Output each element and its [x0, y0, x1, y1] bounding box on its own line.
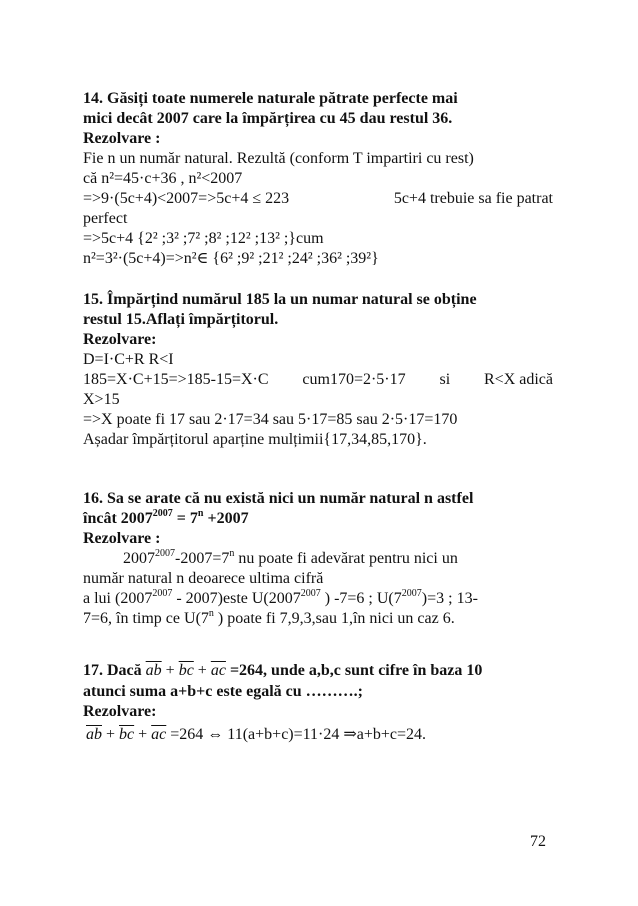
problem-17-heading: Rezolvare: — [83, 703, 157, 720]
problem-17-title-line-1 — [83, 658, 553, 682]
problem-16-title-line-1: 16. Sa se arate că nu există nici un număr natural n astfel — [83, 490, 474, 507]
problem-14-line-4: perfect — [83, 210, 128, 227]
problem-14-line-2: că n²=45·c+36 , n²<2007 — [83, 170, 243, 187]
problem-16-line-3a: a lui (2007 — [83, 590, 153, 607]
problem-14-line-5: =>5c+4 {2² ;3² ;7² ;8² ;12² ;13² ;}cum — [83, 230, 324, 247]
problem-15-line-1: D=I·C+R R<I — [83, 351, 174, 368]
problem-14-heading: Rezolvare : — [83, 130, 161, 147]
problem-15-line-5: Așadar împărțitorul aparține mulțimii{17,34,85,170}. — [83, 431, 427, 448]
problem-15-line-2 — [83, 370, 553, 390]
problem-16-line-1-exponent-2: n — [229, 548, 235, 559]
problem-14-line-6: n²=3²·(5c+4)=>n²∈ {6² ;9² ;21² ;24² ;36² ;39²} — [83, 250, 379, 267]
problem-16-line-1c: nu poate fi adevărat pentru nici un — [234, 550, 458, 567]
problem-15-title-line-1: 15. Împărțind numărul 185 la un numar natural se obține — [83, 291, 477, 308]
problem-15-line-2c: si — [439, 371, 451, 388]
problem-16-line-4 — [83, 609, 553, 629]
problem-15 — [83, 290, 553, 450]
problem-17-line-overline-ac: $\overline{ac}$ — [151, 726, 167, 743]
problem-16-line-3-exponent-3: 2007 — [401, 588, 422, 599]
problem-17-title-1a: 17. Dacă — [83, 662, 146, 679]
problem-16-title-2c: +2007 — [203, 510, 249, 527]
problem-17-line-1b: =264 ⇔ 11(a+b+c)=11·24 ⇒a+b+c=24. — [166, 726, 427, 743]
problem-16-title-2a: încât 2007 — [83, 510, 153, 527]
problem-16-title-2b: = 7 — [172, 510, 198, 527]
problem-17-title-1b: =264, unde a,b,c sunt cifre în baza 10 — [225, 662, 483, 679]
problem-16-line-3-exponent-2: 2007 — [300, 588, 321, 599]
problem-14-line-3a: =>9·(5c+4)<2007=>5c+4 ≤ 223 — [83, 190, 290, 207]
problem-17-line-plus-1: + — [102, 726, 120, 743]
problem-14-line-3b: 5c+4 trebuie sa fie patrat — [393, 190, 553, 207]
problem-17-title-overline-bc: $\overline{bc}$ — [178, 662, 194, 679]
problem-16-line-2: număr natural n deoarece ultima cifră — [83, 570, 324, 587]
problem-14 — [83, 89, 553, 269]
problem-17-title-plus-2: + — [193, 662, 211, 679]
problem-15-line-2b: cum170=2·5·17 — [302, 371, 406, 388]
problem-16-line-1b: -2007=7 — [175, 550, 230, 567]
problem-15-line-2a: 185=X·C+15=>185-15=X·C — [83, 371, 269, 388]
problem-14-title-text: 14. Găsiți toate numerele naturale pătrate perfecte mai — [83, 90, 458, 107]
problem-16-line-3b: - 2007)este U(2007 — [172, 590, 301, 607]
problem-15-heading: Rezolvare: — [83, 331, 157, 348]
problem-16-line-3d: )=3 ; 13- — [421, 590, 478, 607]
problem-16-title-line-2 — [83, 509, 553, 529]
problem-16 — [83, 489, 553, 629]
problem-16-line-4b: ) poate fi 7,9,3,sau 1,în nici un caz 6. — [213, 610, 455, 627]
problem-17-title-overline-ab: $\overline{ab}$ — [145, 662, 162, 679]
problem-16-line-1a: 2007 — [123, 550, 155, 567]
problem-14-line-1: Fie n un număr natural. Rezultă (conform T impartiri cu rest) — [83, 150, 474, 167]
problem-15-line-3: X>15 — [83, 391, 120, 408]
problem-16-title-exponent-2: n — [197, 508, 204, 519]
problem-17-line-plus-2: + — [134, 726, 152, 743]
problem-16-title-exponent-1: 2007 — [152, 508, 173, 519]
problem-16-line-4a: 7=6, în timp ce U(7 — [83, 610, 209, 627]
problem-17-line-overline-ab: $\overline{ab}$ — [86, 726, 102, 743]
problem-17-title-plus-1: + — [161, 662, 179, 679]
problem-17-title-line-2: atunci suma a+b+c este egală cu ……….; — [83, 683, 363, 700]
problem-16-line-3-exponent-1: 2007 — [152, 588, 173, 599]
problem-17-line-overline-bc: $\overline{bc}$ — [119, 726, 135, 743]
problem-17-line-1 — [83, 722, 553, 746]
problem-16-line-3 — [83, 589, 553, 609]
problem-17 — [83, 658, 553, 746]
problem-16-line-1 — [83, 549, 553, 569]
problem-16-line-4-exponent: n — [208, 608, 214, 619]
problem-16-line-1-exponent-1: 2007 — [155, 548, 175, 559]
problem-14-line-3 — [83, 189, 553, 209]
problem-14-title-line-2: mici decât 2007 care la împărțirea cu 45 dau restul 36. — [83, 110, 453, 127]
problem-17-title-overline-ac: $\overline{ac}$ — [210, 662, 226, 679]
page-number: 72 — [530, 833, 546, 850]
problem-16-line-3c: ) -7=6 ; U(7 — [320, 590, 402, 607]
problem-15-line-2d: R<X adică — [484, 371, 553, 388]
problem-15-title-line-2: restul 15.Aflați împărțitorul. — [83, 311, 279, 328]
problem-16-heading: Rezolvare : — [83, 530, 161, 547]
problem-14-title-line-1 — [83, 89, 553, 109]
problem-15-line-4: =>X poate fi 17 sau 2·17=34 sau 5·17=85 sau 2·5·17=170 — [83, 411, 458, 428]
